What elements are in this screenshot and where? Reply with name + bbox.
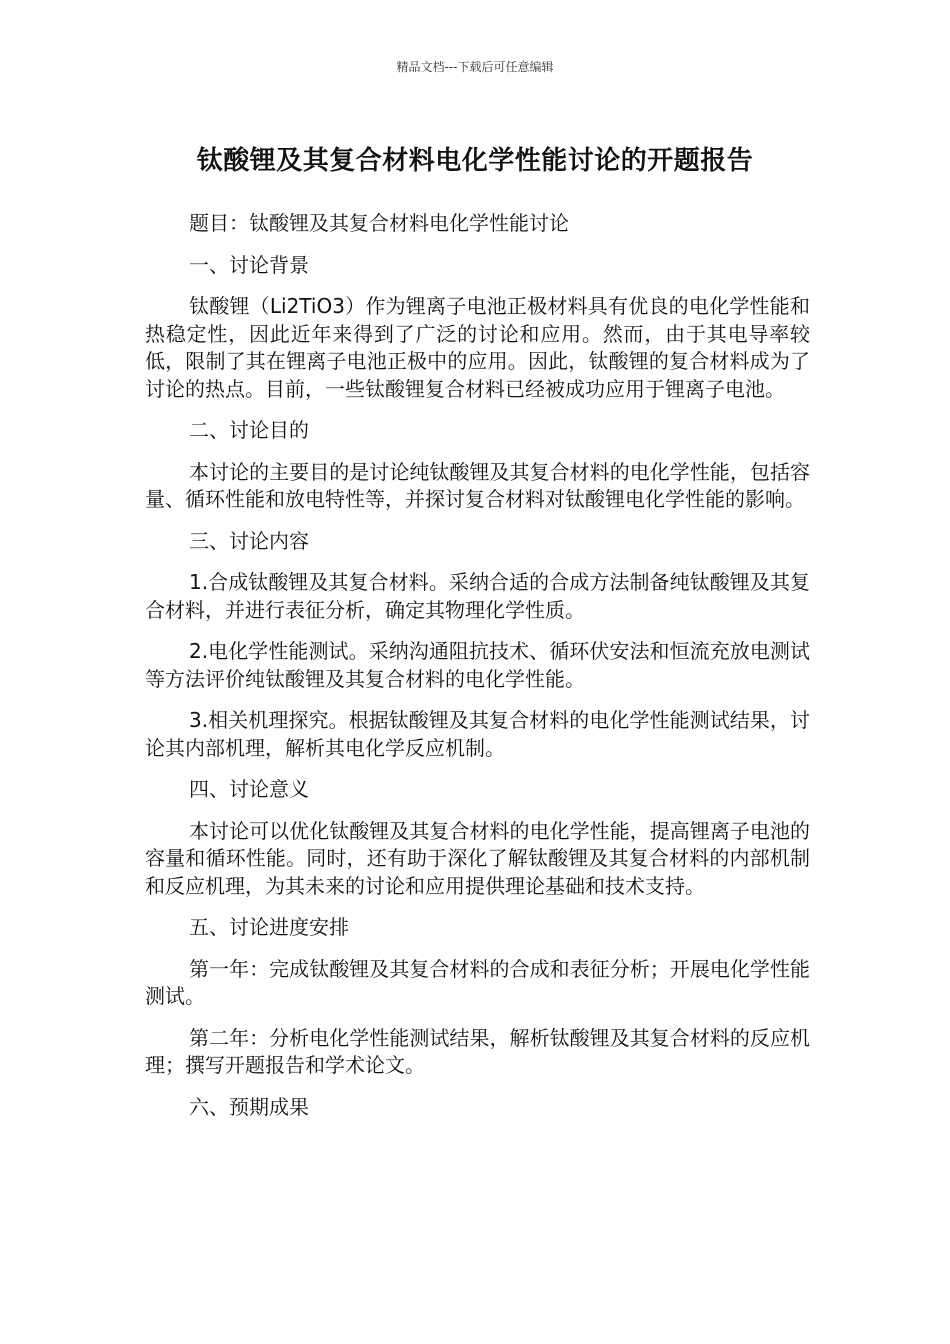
page-header-note: 精品文档---下载后可任意编辑 — [396, 60, 554, 74]
topic-line: 题目：钛酸锂及其复合材料电化学性能讨论 — [189, 211, 569, 235]
schedule-year-2: 第二年：分析电化学性能测试结果，解析钛酸锂及其复合材料的反应机理；撰写开题报告和学术论文。 — [145, 1025, 810, 1077]
schedule-year-1: 第一年：完成钛酸锂及其复合材料的合成和表征分析；开展电化学性能测试。 — [145, 956, 810, 1008]
section-heading-content: 三、讨论内容 — [189, 528, 309, 553]
document-title: 钛酸锂及其复合材料电化学性能讨论的开题报告 — [196, 146, 754, 176]
section-heading-schedule: 五、讨论进度安排 — [189, 915, 349, 939]
section-heading-outcomes: 六、预期成果 — [189, 1094, 309, 1119]
purpose-paragraph: 本讨论的主要目的是讨论纯钛酸锂及其复合材料的电化学性能，包括容量、循环性能和放电特性等，并探讨复合材料对钛酸锂电化学性能的影响。 — [145, 459, 810, 511]
content-item-2: 2.电化学性能测试。采纳沟通阻抗技术、循环伏安法和恒流充放电测试等方法评价纯钛酸锂及其复合材料的电化学性能。 — [145, 639, 810, 691]
section-heading-purpose: 二、讨论目的 — [189, 418, 309, 442]
content-item-1: 1.合成钛酸锂及其复合材料。采纳合适的合成方法制备纯钛酸锂及其复合材料，并进行表征分析，确定其物理化学性质。 — [145, 570, 810, 622]
document-body — [145, 210, 810, 1135]
section-heading-significance: 四、讨论意义 — [189, 777, 309, 801]
background-paragraph: 钛酸锂（Li2TiO3）作为锂离子电池正极材料具有优良的电化学性能和热稳定性，因此近年来得到了广泛的讨论和应用。然而，由于其电导率较低，限制了其在锂离子电池正极中的应用。因此，钛酸锂的复合材料成为了讨论的热点。目前，一些钛酸锂复合材料已经被成功应用于锂离子电池。 — [145, 294, 810, 401]
significance-paragraph: 本讨论可以优化钛酸锂及其复合材料的电化学性能，提高锂离子电池的容量和循环性能。同时，还有助于深化了解钛酸锂及其复合材料的内部机制和反应机理，为其未来的讨论和应用提供理论基础和技术支持。 — [145, 818, 810, 898]
section-heading-background: 一、讨论背景 — [189, 252, 309, 277]
content-item-3: 3.相关机理探究。根据钛酸锂及其复合材料的电化学性能测试结果，讨论其内部机理，解析其电化学反应机制。 — [145, 708, 810, 760]
